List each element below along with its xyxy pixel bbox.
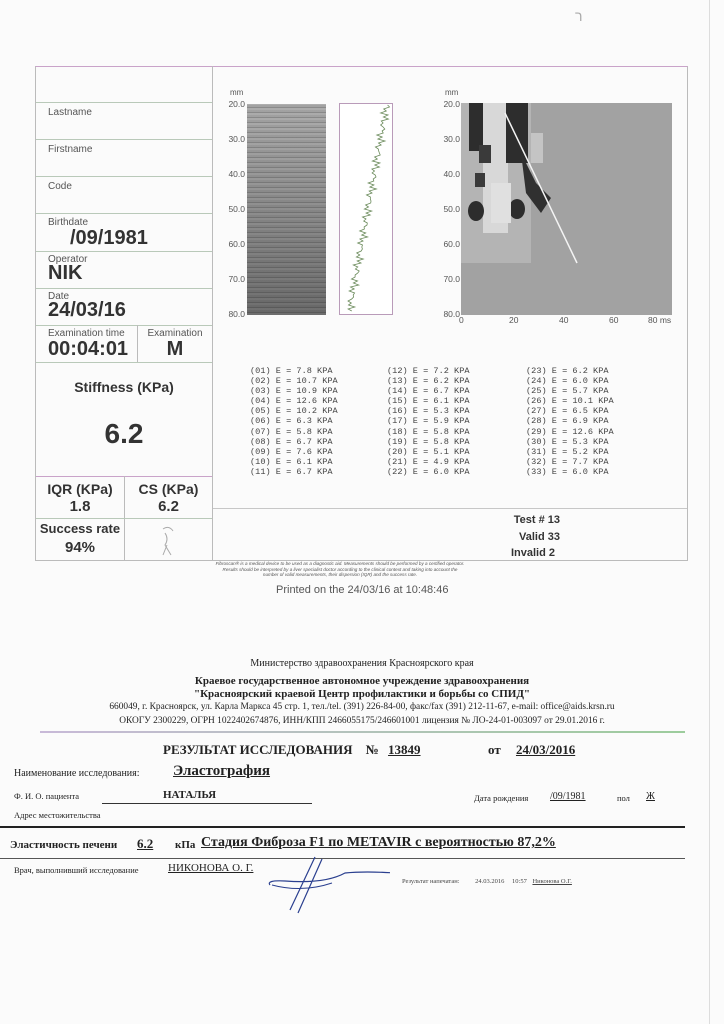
patient-label-text: Ф. И. О. пациента <box>14 791 80 801</box>
depth-tick-label: 70.0 <box>228 274 245 284</box>
depth-tick-label: 50.0 <box>228 204 245 214</box>
organization-address: 660049, г. Красноярск, ул. Карла Маркса 45 стр. 1, тел./tel. (391) 226-84-00, факс/fax (391) 212-11-67, e-mail: office@aids.krsn.ru <box>109 702 615 712</box>
measurement-row: (30) E = 5.3 KPA <box>526 436 609 447</box>
measurement-row: (26) E = 10.1 KPA <box>526 396 614 407</box>
measurement-column <box>387 366 470 477</box>
measurement-row: (31) E = 5.2 KPA <box>526 446 609 457</box>
result-number: 13849 <box>388 742 421 757</box>
measurement-row: (17) E = 5.9 KPA <box>387 416 470 427</box>
operator-label: Operator <box>48 254 88 265</box>
printed-label: Результат напечатан: <box>402 878 460 885</box>
sex-value: Ж <box>646 791 655 802</box>
time-tick-label: 0 <box>459 315 464 325</box>
measurement-row: (16) E = 5.3 KPA <box>387 406 470 417</box>
study-value: Эластография <box>173 763 271 779</box>
organization-registry: ОКОГУ 2300229, ОГРН 1022402674876, ИНН/КПП 2466055175/246601001 лицензия № ЛО-24-01-003097 от 29.01.2016 г. <box>119 716 605 726</box>
ministry-name: Министерство здравоохранения Красноярского края <box>250 658 474 669</box>
from-label: от <box>488 742 501 757</box>
elastogram-image <box>461 103 672 315</box>
depth-tick-label: 60.0 <box>228 239 245 249</box>
measurement-row: (11) E = 6.7 KPA <box>250 466 333 477</box>
iqr-label: IQR (KPa) <box>47 481 113 497</box>
patient-label <box>14 791 79 801</box>
exam-time-value: 00:04:01 <box>48 338 129 360</box>
stiffness-label: Stiffness (KPa) <box>74 379 174 395</box>
operator-value: NIK <box>48 262 83 284</box>
divider <box>36 176 212 177</box>
doctor-signature <box>260 855 390 915</box>
measurement-row: (13) E = 6.2 KPA <box>387 376 470 387</box>
divider <box>36 102 212 103</box>
elasticity-unit: кПа <box>175 839 196 851</box>
a-mode-signal-plot <box>339 103 393 315</box>
result-date-block <box>488 742 575 758</box>
depth-tick-label: 40.0 <box>443 169 460 179</box>
divider <box>36 325 212 326</box>
organization-line-2: "Красноярский краевой Центр профилактики и борьбы со СПИД" <box>193 688 531 700</box>
doctor-name: НИКОНОВА О. Г. <box>168 862 254 874</box>
date-value: 24/03/16 <box>48 299 126 321</box>
measurement-column <box>526 366 614 477</box>
lastname-label: Lastname <box>48 107 92 118</box>
depth-tick-label: 70.0 <box>443 274 460 284</box>
birthdate-value: /09/1981 <box>70 227 148 249</box>
disclaimer-line: number of valid measurements, their dispersion (IQR) and the success rate. <box>262 572 418 577</box>
ms-unit-label: 80 ms <box>648 315 672 325</box>
depth-tick-label: 20.0 <box>228 99 245 109</box>
divider <box>36 518 212 519</box>
exam-label: Examination <box>147 328 203 339</box>
number-sign: № <box>365 742 379 757</box>
measurement-row: (21) E = 4.9 KPA <box>387 456 470 467</box>
divider <box>40 731 685 733</box>
divider <box>0 826 685 828</box>
measurement-row: (08) E = 6.7 KPA <box>250 436 333 447</box>
disclaimer-line: Results should be interpreted by a liver specialist doctor according to the clinical context and taking into account the <box>222 566 458 572</box>
sex-label: пол <box>617 793 630 803</box>
handwritten-mark: ר <box>575 8 583 24</box>
measurement-row: (23) E = 6.2 KPA <box>526 366 609 376</box>
printed-info <box>402 878 572 885</box>
measurement-row: (15) E = 6.1 KPA <box>387 396 470 407</box>
measurement-row: (22) E = 6.0 KPA <box>387 466 470 477</box>
measurement-row: (02) E = 10.7 KPA <box>250 376 338 387</box>
patient-name: НАТАЛЬЯ <box>163 789 217 801</box>
measurement-row: (05) E = 10.2 KPA <box>250 406 338 417</box>
measurement-row: (06) E = 6.3 KPA <box>250 416 333 427</box>
mm-unit-label: mm <box>445 88 459 97</box>
measurement-row: (19) E = 5.8 KPA <box>387 436 470 447</box>
success-rate-label: Success rate <box>39 521 121 536</box>
exam-value: M <box>166 338 184 360</box>
code-label: Code <box>48 181 72 192</box>
result-title-text: РЕЗУЛЬТАТ ИССЛЕДОВАНИЯ <box>163 742 353 757</box>
printed-on: Printed on the 24/03/16 at 10:48:46 <box>276 584 449 596</box>
measurement-column <box>250 366 338 477</box>
measurement-row: (12) E = 7.2 KPA <box>387 366 470 376</box>
measurement-row: (32) E = 7.7 KPA <box>526 456 609 467</box>
time-tick-label: 60 <box>609 315 619 325</box>
measurement-row: (20) E = 5.1 KPA <box>387 446 470 457</box>
depth-tick-label: 20.0 <box>443 99 460 109</box>
depth-tick-label: 80.0 <box>443 309 460 319</box>
measurement-row: (03) E = 10.9 KPA <box>250 386 338 397</box>
organization-line-1: Краевое государственное автономное учреждение здравоохранения <box>194 675 530 687</box>
measurement-row: (25) E = 5.7 KPA <box>526 386 609 397</box>
divider <box>36 139 212 140</box>
m-mode-image <box>247 104 326 315</box>
disclaimer <box>190 561 490 578</box>
printed-date: 24.03.2016 <box>475 878 505 885</box>
doctor-label: Врач, выполнивший исследование <box>14 865 139 875</box>
address-label: Адрес местожительства <box>14 810 101 820</box>
measurement-row: (29) E = 12.6 KPA <box>526 426 614 437</box>
invalid-count: Invalid 2 <box>510 547 555 559</box>
measurement-row: (28) E = 6.9 KPA <box>526 416 609 427</box>
measurement-row: (09) E = 7.6 KPA <box>250 446 333 457</box>
cs-label: CS (KPa) <box>138 481 199 497</box>
divider <box>36 288 212 289</box>
valid-count: Valid 33 <box>519 531 560 543</box>
firstname-label: Firstname <box>48 144 93 155</box>
date-label: Date <box>48 291 70 302</box>
fibrosis-conclusion: Стадия Фиброза F1 по METAVIR с вероятностью 87,2% <box>201 835 556 850</box>
measurement-row: (10) E = 6.1 KPA <box>250 456 333 467</box>
elasticity-label: Эластичность печени <box>10 839 118 851</box>
result-date: 24/03/2016 <box>515 742 576 757</box>
success-rate-value: 94% <box>64 539 96 556</box>
result-title <box>163 742 421 758</box>
printed-by: Никонова О.Г. <box>532 878 572 885</box>
initials-scribble <box>155 523 185 559</box>
measurement-row: (27) E = 6.5 KPA <box>526 406 609 417</box>
depth-tick-label: 60.0 <box>443 239 460 249</box>
time-tick-label: 20 <box>509 315 519 325</box>
time-tick-label: 40 <box>559 315 569 325</box>
measurement-row: (07) E = 5.8 KPA <box>250 426 333 437</box>
test-number: Test # 13 <box>513 514 560 526</box>
measurement-row: (24) E = 6.0 KPA <box>526 376 609 387</box>
mm-unit-label: mm <box>230 88 244 97</box>
divider <box>36 251 212 252</box>
birthdate-label: Birthdate <box>48 217 89 228</box>
depth-tick-label: 50.0 <box>443 204 460 214</box>
disclaimer-line: Fibroscan® is a medical device to be used as a diagnostic aid. Measurements should be performed by a certified operator. <box>215 561 465 566</box>
measurement-row: (33) E = 6.0 KPA <box>526 466 609 477</box>
birth-label: Дата рождения <box>474 793 529 803</box>
cs-value: 6.2 <box>158 498 179 515</box>
iqr-value: 1.8 <box>69 498 91 515</box>
depth-tick-label: 80.0 <box>228 309 245 319</box>
exam-time-label: Examination time <box>48 328 125 339</box>
elasticity-value: 6.2 <box>137 836 154 851</box>
measurement-row: (04) E = 12.6 KPA <box>250 396 338 407</box>
divider <box>36 213 212 214</box>
divider <box>36 362 212 363</box>
depth-tick-label: 40.0 <box>228 169 245 179</box>
measurement-row: (18) E = 5.8 KPA <box>387 426 470 437</box>
birth-value: /09/1981 <box>550 791 586 802</box>
measurement-row: (01) E = 7.8 KPA <box>250 366 333 376</box>
stiffness-value: 6.2 <box>104 418 144 449</box>
depth-tick-label: 30.0 <box>228 134 245 144</box>
divider <box>213 508 687 509</box>
measurement-row: (14) E = 6.7 KPA <box>387 386 470 397</box>
page-edge <box>709 0 710 1024</box>
patient-underline <box>102 803 312 804</box>
depth-tick-label: 30.0 <box>443 134 460 144</box>
printed-time: 10:57 <box>512 878 527 885</box>
study-label: Наименование исследования: <box>14 768 140 779</box>
